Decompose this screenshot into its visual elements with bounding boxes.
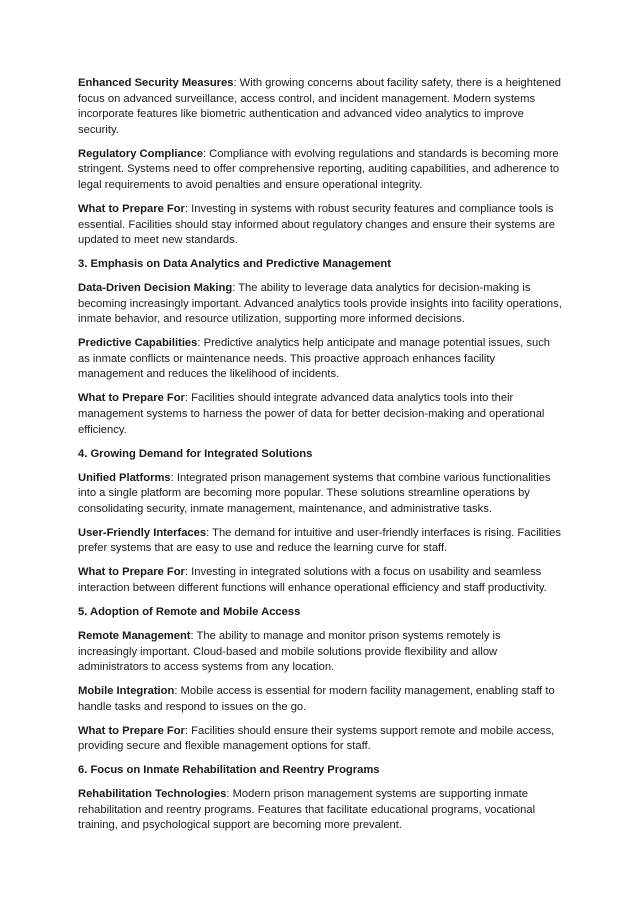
paragraph-term: Regulatory Compliance (78, 147, 203, 160)
paragraph-text: Integrated prison management systems that combine various functionalities into a single platform are becoming more popular. These solutions streamline operations by consolidating security, inmate management, maintenance, and administrative tasks. (78, 471, 551, 515)
paragraph-term: What to Prepare For (78, 566, 185, 579)
paragraph-term: Enhanced Security Measures (78, 77, 234, 89)
paragraph-user-friendly (78, 526, 562, 557)
paragraph-regulatory-compliance (78, 147, 562, 194)
paragraph-text: Facilities should ensure their systems support remote and mobile access, providing secure and flexible management options for staff. (78, 724, 555, 753)
paragraph-text: The ability to manage and monitor prison systems remotely is increasingly important. Cloud-based and mobile solutions provide flexibility and allow administrators to access systems from any location. (78, 629, 501, 674)
paragraph-predictive (78, 336, 562, 383)
paragraph-term-sep: : (232, 282, 236, 295)
paragraph-text: Investing in systems with robust security features and compliance tools is essential. Facilities should stay informed about regulatory changes and ensure their systems are updated to meet new standards. (78, 202, 555, 247)
paragraph-text: Compliance with evolving regulations and standards is becoming more stringent. Systems need to offer comprehensive reporting, auditing capabilities, and adherence to legal requirements to avoid penalties and ensure operational integrity. (78, 147, 560, 191)
paragraph-text: Modern prison management systems are supporting inmate rehabilitation and reentry programs. Features that facilitate educational programs, vocational training, and psychological support are becoming more prevalent. (78, 788, 536, 832)
paragraph-term: What to Prepare For (78, 724, 185, 737)
paragraph-remote-management (78, 629, 562, 676)
paragraph-term-sep: : (190, 629, 194, 642)
paragraph-term: Remote Management (78, 629, 191, 642)
paragraph-term-sep: : (170, 471, 174, 484)
paragraph-term: User-Friendly Interfaces (78, 526, 207, 539)
paragraph-prepare-integrated (78, 565, 562, 596)
paragraph-term-sep: : (206, 526, 210, 539)
document-body (78, 76, 562, 842)
paragraph-prepare-analytics (78, 391, 562, 438)
paragraph-text: Investing in integrated solutions with a focus on usability and seamless interaction between different functions will enhance operational efficiency and staff productivity. (78, 566, 547, 594)
paragraph-term-sep: : (184, 202, 189, 215)
paragraph-text: Facilities should integrate advanced data analytics tools into their management systems to harness the power of data for better decision-making and operational efficiency. (78, 392, 545, 436)
paragraph-term: What to Prepare For (78, 202, 185, 215)
paragraph-text: With growing concerns about facility safety, there is a heightened focus on advanced surveillance, access control, and incident management. Modern systems incorporate features like biometric authentication and advanced video analytics to improve security. (78, 77, 561, 136)
paragraph-term-sep: : (184, 724, 189, 737)
section-heading-rehabilitation: 6. Focus on Inmate Rehabilitation and Reentry Programs (78, 764, 380, 777)
paragraph-term: Unified Platforms (78, 471, 171, 484)
section-heading-integrated-solutions: 4. Growing Demand for Integrated Solutions (78, 447, 313, 460)
paragraph-term-sep: : (184, 566, 189, 579)
paragraph-data-driven (78, 281, 562, 328)
paragraph-term-sep: : (202, 147, 207, 160)
paragraph-term-sep: : (174, 685, 178, 698)
paragraph-text: Predictive analytics help anticipate and manage potential issues, such as inmate conflicts or maintenance needs. This proactive approach enhances facility management and reduces the likelihood of incidents. (78, 337, 551, 381)
paragraph-text: The ability to leverage data analytics for decision-making is becoming increasingly important. Advanced analytics tools provide insights into facility operations, inmate behavior, and resource utilization, supporting more informed decisions. (78, 282, 562, 326)
paragraph-term: Data-Driven Decision Making (78, 282, 233, 295)
paragraph-text: Mobile access is essential for modern facility management, enabling staff to handle tasks and respond to issues on the go. (78, 685, 555, 713)
paragraph-unified-platforms (78, 471, 562, 518)
paragraph-term-sep: : (233, 77, 237, 89)
paragraph-text: The demand for intuitive and user-friendly interfaces is rising. Facilities prefer systems that are easy to use and reduce the learning curve for staff. (78, 526, 561, 555)
section-heading-remote-mobile: 5. Adoption of Remote and Mobile Access (78, 605, 301, 618)
section-heading-data-analytics: 3. Emphasis on Data Analytics and Predictive Management (78, 258, 391, 271)
paragraph-enhanced-security (78, 76, 562, 138)
paragraph-term-sep: : (184, 392, 189, 405)
paragraph-term-sep: : (226, 788, 230, 801)
paragraph-term: Mobile Integration (78, 685, 175, 698)
paragraph-prepare-remote (78, 724, 562, 755)
paragraph-term: Rehabilitation Technologies (78, 788, 227, 801)
paragraph-term-sep: : (197, 337, 201, 350)
paragraph-rehabilitation-technologies (78, 787, 562, 834)
paragraph-prepare-security (78, 202, 562, 249)
paragraph-term: What to Prepare For (78, 392, 185, 405)
paragraph-mobile-integration (78, 684, 562, 715)
paragraph-term: Predictive Capabilities (78, 337, 198, 350)
